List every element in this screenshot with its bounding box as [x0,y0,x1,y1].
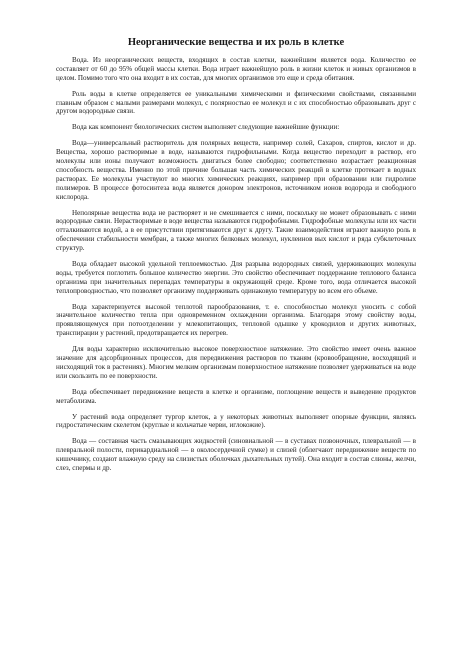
paragraph-water-role: Роль воды в клетке определяется ее уникальными химическими и физическими свойствами, связанными главным образом с малыми размерами молекул, с полярностью ее молекул и с их способностью образовывать друг с другом водородные связи. [56,89,416,116]
paragraph-nonpolar: Неполярные вещества вода не растворяет и не смешивается с ними, поскольку не может образовывать с ними водородные связи. Нерастворимые в воде вещества называются гидрофобными. Гидрофобные молекулы или их части отталкиваются водой, а в ее присутствии притягиваются друг к другу. Такие взаимодействия играют важную роль в обеспечении стабильности мембран, а также многих белковых молекул, нуклеинов вых кислот и ряда субклеточных структур. [56,208,416,252]
paragraph-heat-capacity: Вода обладает высокой удельной теплоемкостью. Для разрыва водородных связей, удерживающих молекулы воды, требуется поглотить большое количество энергии. Это свойство обеспечивает поддержание теплового баланса организма при значительных перепадах температуры в окружающей среде. Кроме того, вода отличается высокой теплопроводностью, что позволяет организму поддерживать одинаковую температуру во всем его объеме. [56,259,416,295]
paragraph-functions-lead: Вода как компонент биологических систем выполняет следующие важнейшие функции: [72,123,340,132]
document-title: Неорганические вещества и их роль в клетке [127,37,345,48]
paragraph-transport: Вода обеспечивает передвижение веществ в клетке и организме, поглощение веществ и выведение продуктов метаболизма. [56,387,416,405]
paragraph-surface-tension: Для воды характерно исключительно высокое поверхностное натяжение. Это свойство имеет очень важное значение для адсорбционных процессов, для передвижения растворов по тканям (кровообращение, восходящий и нисходящий ток в растениях). Многим мелким организмам поверхностное натяжение позволяет удерживаться на воде или скользить по ее поверхности. [56,345,416,380]
paragraph-vaporization: Вода характеризуется высокой теплотой парообразования, т. е. способностью молекул уносить с собой значительное количество тепла при одновременном охлаждении организма. Благодаря этому свойству воды, проявляющемуся при потоотделении у млекопитающих, тепловой одышке у крокодилов и других животных, транспирации у растений, предотвращается их перегрев. [56,302,416,338]
paragraph-turgor: У растений вода определяет тургор клеток, а у некоторых животных выполняет опорные функции, являясь гидростатическим скелетом (круглые и кольчатые черви, иглокожие). [56,412,416,430]
paragraph-lubricants: Вода — составная часть смазывающих жидкостей (синовиальной — в суставах позвоночных, плевральной — в плевральной полости, перикардиальной — в околосердечной сумке) и слизей (облегчают передвижение веществ по кишечнику, создают влажную среду на слизистых оболочках дыхательных путей). Она входит в состав слюны, желчи, слез, спермы и др. [56,437,416,472]
paragraph-water-intro: Вода. Из неорганических веществ, входящих в состав клетки, важнейшим является вода. Количество ее составляет от 60 до 95% общей массы клетки. Вода играет важнейшую роль в жизни клеток и живых организмов в целом. Помимо того что она входит в их состав, для многих организмов это еще и среда обитания. [56,56,416,82]
paragraph-universal-solvent: Вода—универсальный растворитель для полярных веществ, например солей, Сахаров, спиртов, кислот и др. Вещества, хорошо растворимые в воде, называются гидрофильными. Когда вещество переходит в раствор, его молекулы или ионы получают возможность двигаться более свободно; соответственно возрастает реакционная способность вещества. Именно по этой причине большая часть химических реакций в клетке протекает в водных растворах. Ее молекулы участвуют во многих химических реакциях, например при образовании или гидролизе полимеров. В процессе фотосинтеза вода является донором электронов, источником ионов водорода и свободного кислорода. [56,139,416,201]
